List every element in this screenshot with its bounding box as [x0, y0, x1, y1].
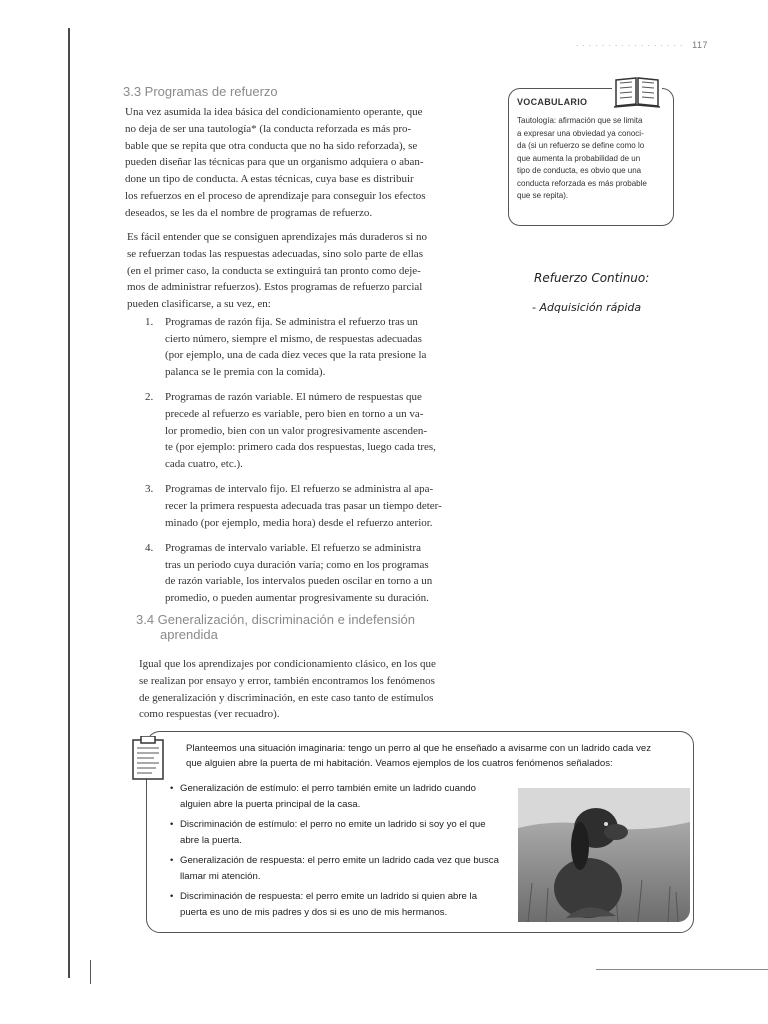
section-heading-line: 3.4 Generalización, discriminación e indefensión — [136, 612, 415, 627]
dog-photo — [518, 788, 690, 922]
text-line: • Generalización de respuesta: el perro emite un ladrido cada vez que busca — [180, 855, 499, 866]
text-line: abre la puerta. — [180, 835, 242, 846]
reinforcement-programs-list — [145, 314, 500, 616]
running-head — [576, 40, 708, 50]
text-line: • Discriminación de respuesta: el perro emite un ladrido si quien abre la — [180, 891, 478, 902]
list-item — [170, 781, 510, 813]
text-line: • Generalización de estímulo: el perro también emite un ladrido cuando — [180, 783, 476, 794]
text-line: se realizan por ensayo y error, también encontramos los fenómenos — [139, 674, 435, 687]
text-line: puerta es uno de mis padres y dos si es uno de mis hermanos. — [180, 907, 448, 918]
text-line: Programas de razón variable. El número de respuestas que — [165, 391, 422, 404]
list-item — [145, 314, 500, 380]
page-number: 117 — [692, 40, 708, 50]
text-line: precede al refuerzo es variable, pero bien en torno a un va- — [165, 407, 424, 420]
text-line: recer la primera respuesta adecuada tras pasar un tiempo deter- — [165, 499, 442, 512]
list-number: 2. — [145, 391, 154, 404]
text-line: Programas de razón fija. Se administra el refuerzo tras un — [165, 316, 418, 328]
text-line: Es fácil entender que se consiguen aprendizajes más duraderos si no — [127, 231, 427, 243]
text-line: conducta reforzada es más probable — [517, 178, 647, 188]
paragraph-3-3-partial — [127, 229, 497, 313]
list-item — [170, 817, 510, 849]
text-line: los refuerzos en el proceso de aprendizaje para conseguir los efectos — [125, 189, 426, 202]
list-number: 3. — [145, 483, 154, 496]
text-line: llamar mi atención. — [180, 871, 261, 882]
text-line: promedio, o pueden aumentar progresivamente su duración. — [165, 591, 429, 604]
open-book-icon — [612, 74, 662, 110]
text-line: (en el primer caso, la conducta se extinguirá tan pronto como deje- — [127, 264, 421, 277]
paragraph-3-3-intro — [125, 104, 495, 222]
list-item — [145, 540, 500, 606]
list-item — [145, 481, 500, 531]
text-line: te (por ejemplo: primero cada dos respuestas, luego cada tres, — [165, 441, 436, 454]
list-number: 1. — [145, 316, 154, 328]
text-line: done un tipo de conducta. A estas técnicas, cuya base es distribuir — [125, 173, 414, 186]
vocabulary-title: VOCABULARIO — [517, 97, 588, 107]
text-line: Programas de intervalo fijo. El refuerzo se administra al apa- — [165, 483, 434, 496]
text-line: minado (por ejemplo, media hora) desde el refuerzo anterior. — [165, 516, 433, 529]
text-line: que aumenta la probabilidad de un — [517, 153, 641, 163]
section-heading-3-4 — [136, 612, 415, 642]
section-heading-3-3: 3.3 Programas de refuerzo — [123, 84, 278, 99]
paragraph-3-4 — [139, 656, 509, 723]
text-line: como respuestas (ver recuadro). — [139, 708, 280, 721]
footer-rule — [596, 969, 768, 970]
text-line: tras un periodo cuya duración varía; como en los programas — [165, 558, 429, 571]
text-line: que alguien abre la puerta de mi habitación. Veamos ejemplos de los cuatros fenómenos señalados: — [186, 758, 613, 769]
example-intro — [186, 741, 686, 771]
text-line: de generalización y discriminación, en este caso tanto de estímulos — [139, 691, 434, 704]
text-line: cierto número, siempre el mismo, de respuestas adecuadas — [165, 332, 422, 345]
running-head-text: · · · · · · · · · · · · · · · · · — [575, 40, 684, 50]
text-line: Tautología: afirmación que se limita — [517, 116, 643, 125]
list-item — [145, 389, 500, 472]
text-line: no deja de ser una tautología* (la conducta reforzada es más pro- — [125, 122, 412, 135]
text-line: se refuerzan todas las respuestas adecuadas, sino solo parte de ellas — [127, 247, 423, 260]
text-line: pueden clasificarse, a su vez, en: — [127, 298, 271, 311]
text-line: lor promedio, bien con un valor progresivamente ascenden- — [165, 424, 428, 437]
text-line: que se repita). — [517, 191, 569, 200]
text-line: tipo de conducta, es obvio que una — [517, 166, 642, 175]
section-heading-line: aprendida — [160, 627, 218, 642]
list-item — [170, 889, 510, 921]
clipboard-icon — [132, 736, 164, 780]
text-line: Una vez asumida la idea básica del condicionamiento operante, que — [125, 106, 423, 118]
text-line: • Discriminación de estímulo: el perro no emite un ladrido si soy yo el que — [180, 819, 486, 830]
text-line: palanca se le premia con la comida). — [165, 365, 326, 378]
text-line: (por ejemplo, una de cada diez veces que la rata presione la — [165, 349, 427, 362]
text-line: de razón variable, los intervalos pueden oscilar en torno a un — [165, 575, 433, 588]
text-line: mos de administrar refuerzos). Estos programas de refuerzo parcial — [127, 281, 423, 294]
handwritten-note-line: Refuerzo Continuo: — [534, 271, 650, 285]
list-number: 4. — [145, 542, 154, 555]
text-line: deseados, se les da el nombre de programas de refuerzo. — [125, 206, 373, 219]
text-line: cada cuatro, etc.). — [165, 457, 243, 470]
text-line: alguien abre la puerta principal de la casa. — [180, 799, 361, 810]
text-line: Programas de intervalo variable. El refuerzo se administra — [165, 542, 421, 555]
list-item — [170, 853, 510, 885]
example-list — [170, 781, 510, 925]
text-line: Planteemos una situación imaginaria: tengo un perro al que he enseñado a avisarme con un ladrido cada vez — [186, 743, 652, 754]
text-line: da (si un refuerzo se define como lo — [517, 141, 645, 150]
text-line: Igual que los aprendizajes por condicionamiento clásico, en los que — [139, 658, 436, 670]
handwritten-note-line: - Adquisición rápida — [532, 301, 642, 314]
text-line: a expresar una obviedad ya conoci- — [517, 128, 644, 138]
page-margin-line — [68, 28, 70, 978]
vocabulary-definition — [517, 115, 667, 203]
page-margin-tick — [90, 960, 91, 984]
text-line: pueden diseñar las técnicas para que un organismo adquiera o aban- — [125, 156, 424, 169]
text-line: bable que se repita que otra conducta que no ha sido reforzada), se — [125, 139, 418, 152]
